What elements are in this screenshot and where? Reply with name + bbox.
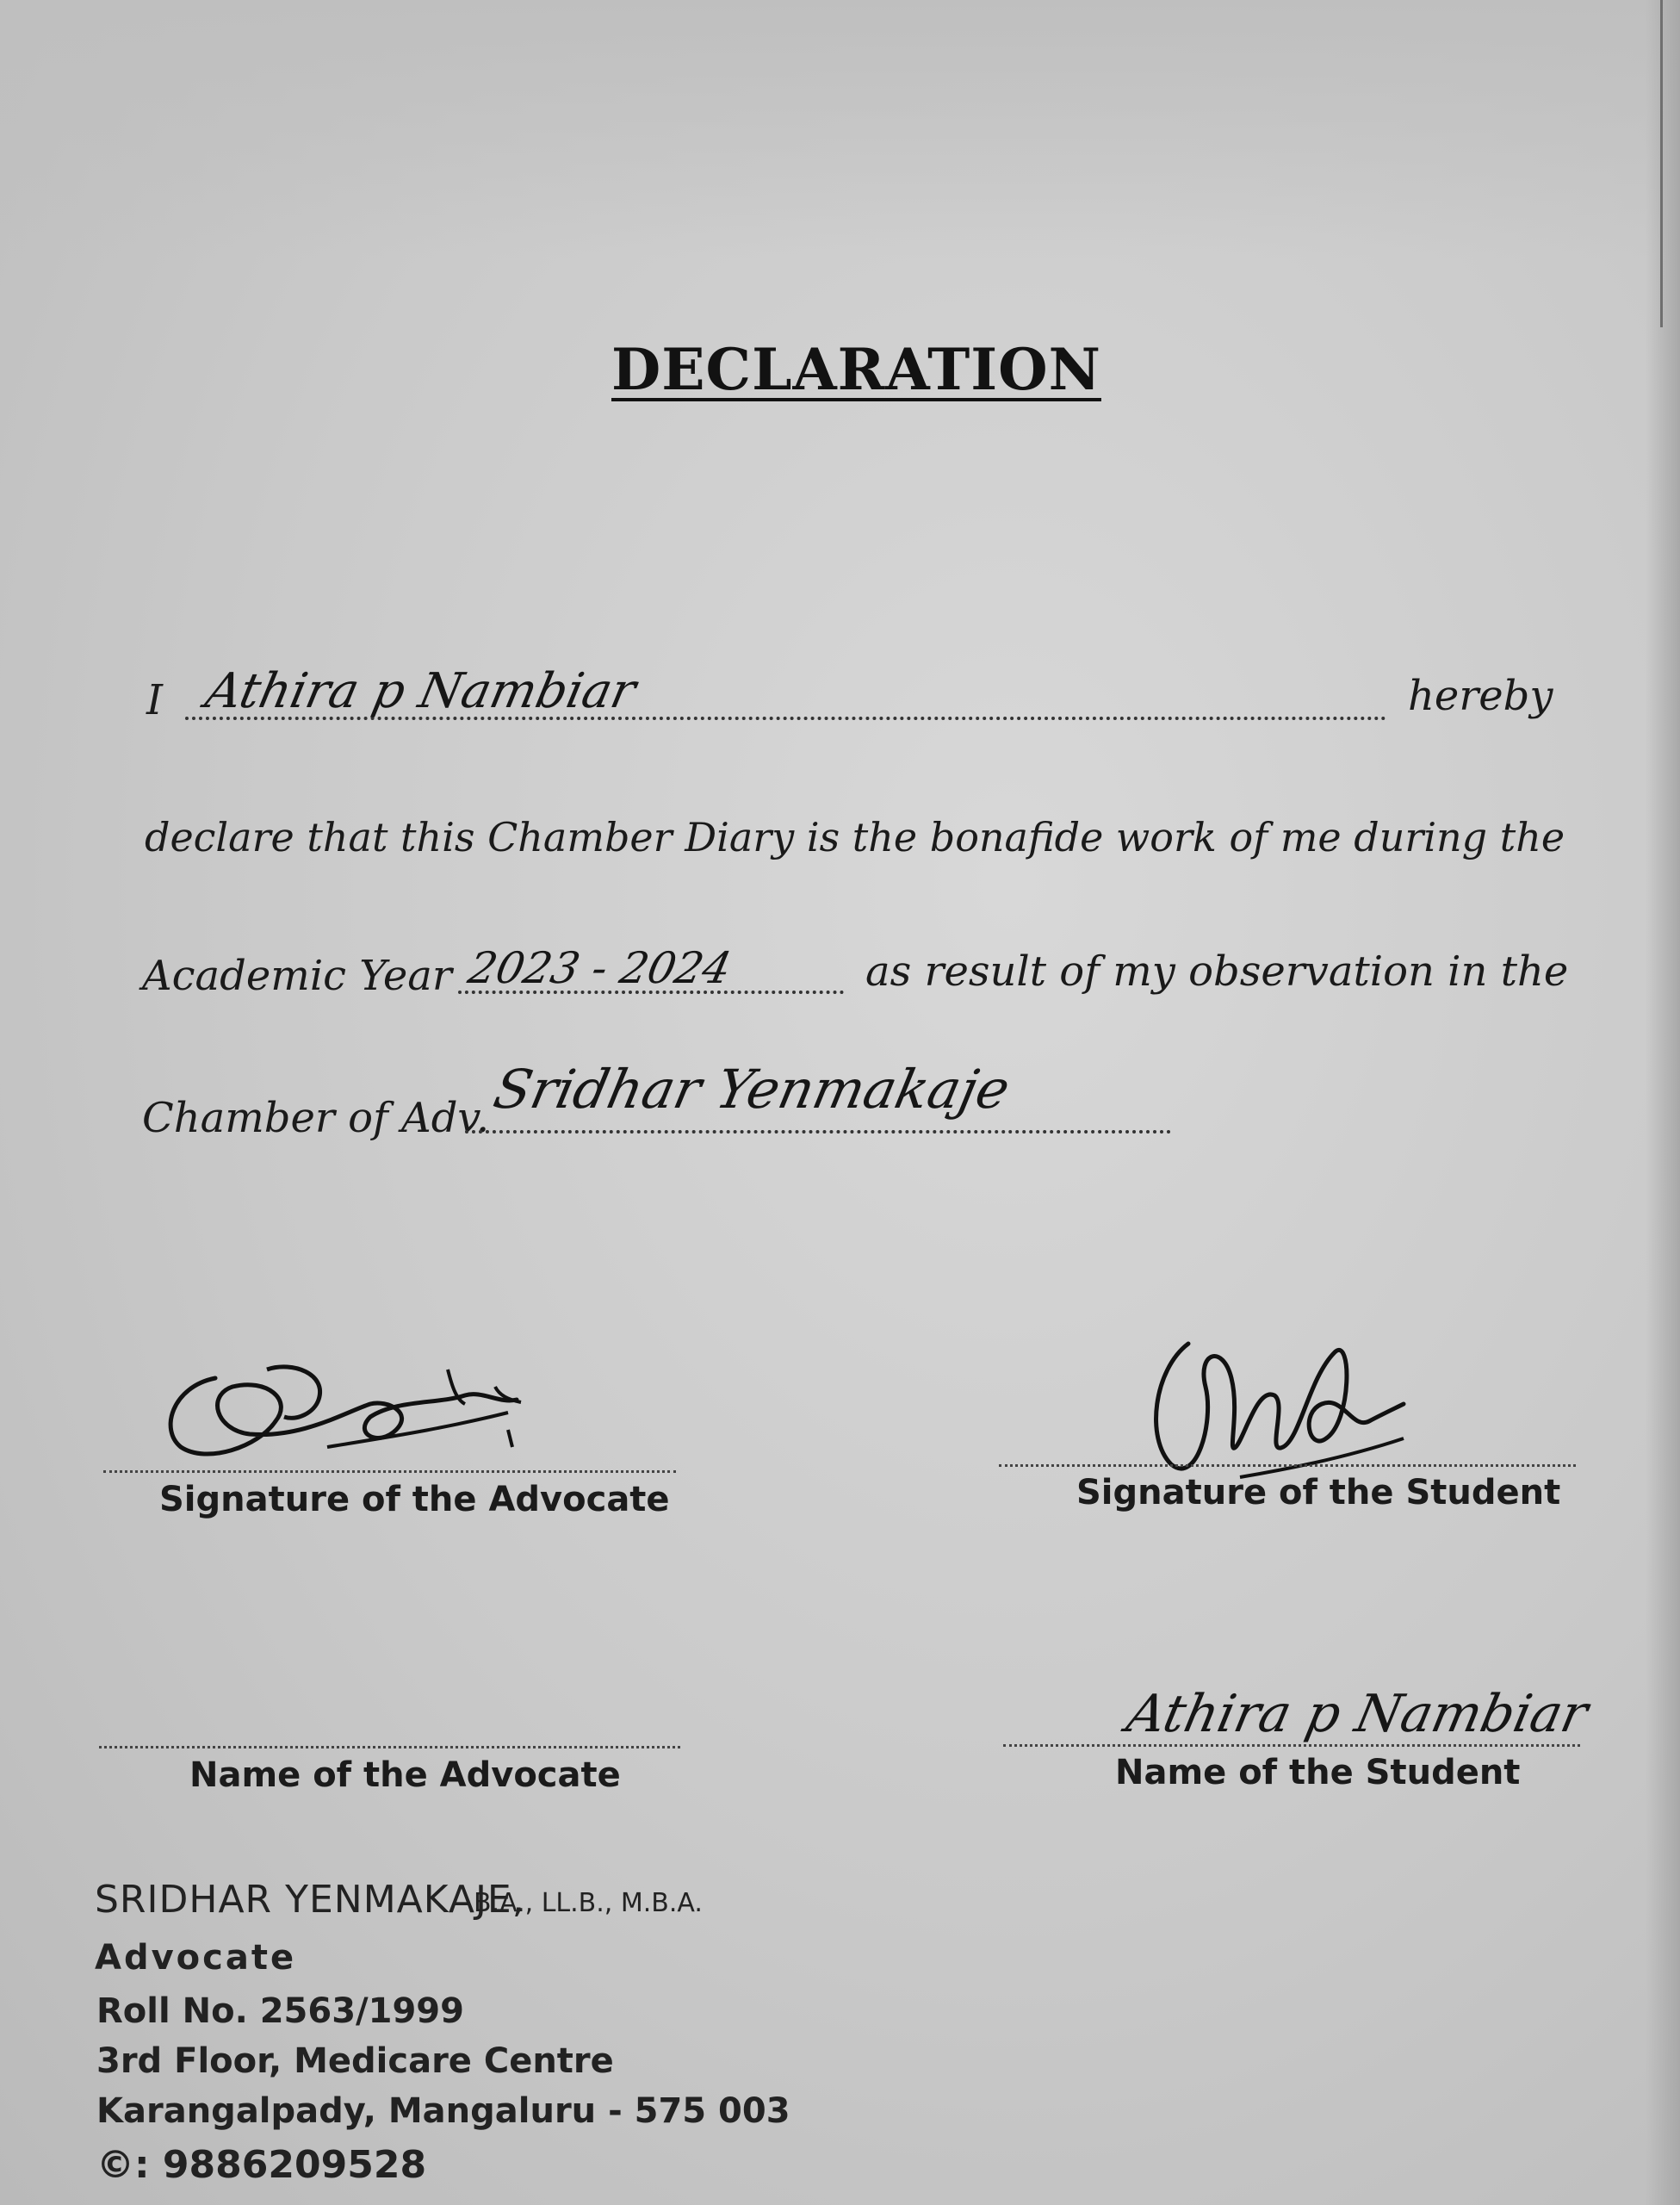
line3-suffix: as result of my observation in the (865, 947, 1569, 996)
handwritten-student-name: Athira p Nambiar (201, 663, 641, 719)
student-name-label: Name of the Student (1115, 1753, 1521, 1792)
top-shadow (0, 0, 1680, 258)
handwritten-year: 2023 - 2024 (463, 943, 736, 993)
line1-suffix: hereby (1408, 672, 1553, 720)
page-edge (1646, 0, 1680, 2205)
advocate-name-line (99, 1746, 680, 1748)
advocate-signature (155, 1352, 551, 1473)
stamp-degrees: B.A., LL.B., M.B.A. (474, 1888, 703, 1918)
handwritten-advocate-name: Sridhar Yenmakaje (488, 1058, 1016, 1121)
stamp-address1: 3rd Floor, Medicare Centre (96, 2041, 614, 2081)
student-signature-label: Signature of the Student (1076, 1473, 1561, 1512)
page-edge-line (1660, 0, 1663, 327)
stamp-phone: ©: 9886209528 (96, 2143, 427, 2187)
advocate-signature-line (103, 1470, 676, 1473)
advocate-dotted-line (465, 1130, 1171, 1134)
handwritten-student-name-bottom: Athira p Nambiar (1121, 1684, 1593, 1744)
advocate-name-label: Name of the Advocate (189, 1755, 621, 1795)
line2-text: declare that this Chamber Diary is the bonafide work of me during the (145, 814, 1565, 860)
student-name-line (1003, 1744, 1580, 1747)
advocate-signature-label: Signature of the Advocate (159, 1480, 670, 1519)
line3-prefix: Academic Year (142, 952, 452, 1000)
stamp-name: SRIDHAR YENMAKAJE, (95, 1878, 525, 1922)
line1-prefix: I (146, 676, 163, 724)
stamp-roll: Roll No. 2563/1999 (96, 1991, 464, 2031)
line4-prefix: Chamber of Adv. (142, 1094, 490, 1142)
student-signature-line (999, 1464, 1576, 1467)
stamp-title: Advocate (95, 1938, 297, 1978)
page-title: DECLARATION (611, 336, 1101, 403)
stamp-address2: Karangalpady, Mangaluru - 575 003 (96, 2091, 790, 2131)
